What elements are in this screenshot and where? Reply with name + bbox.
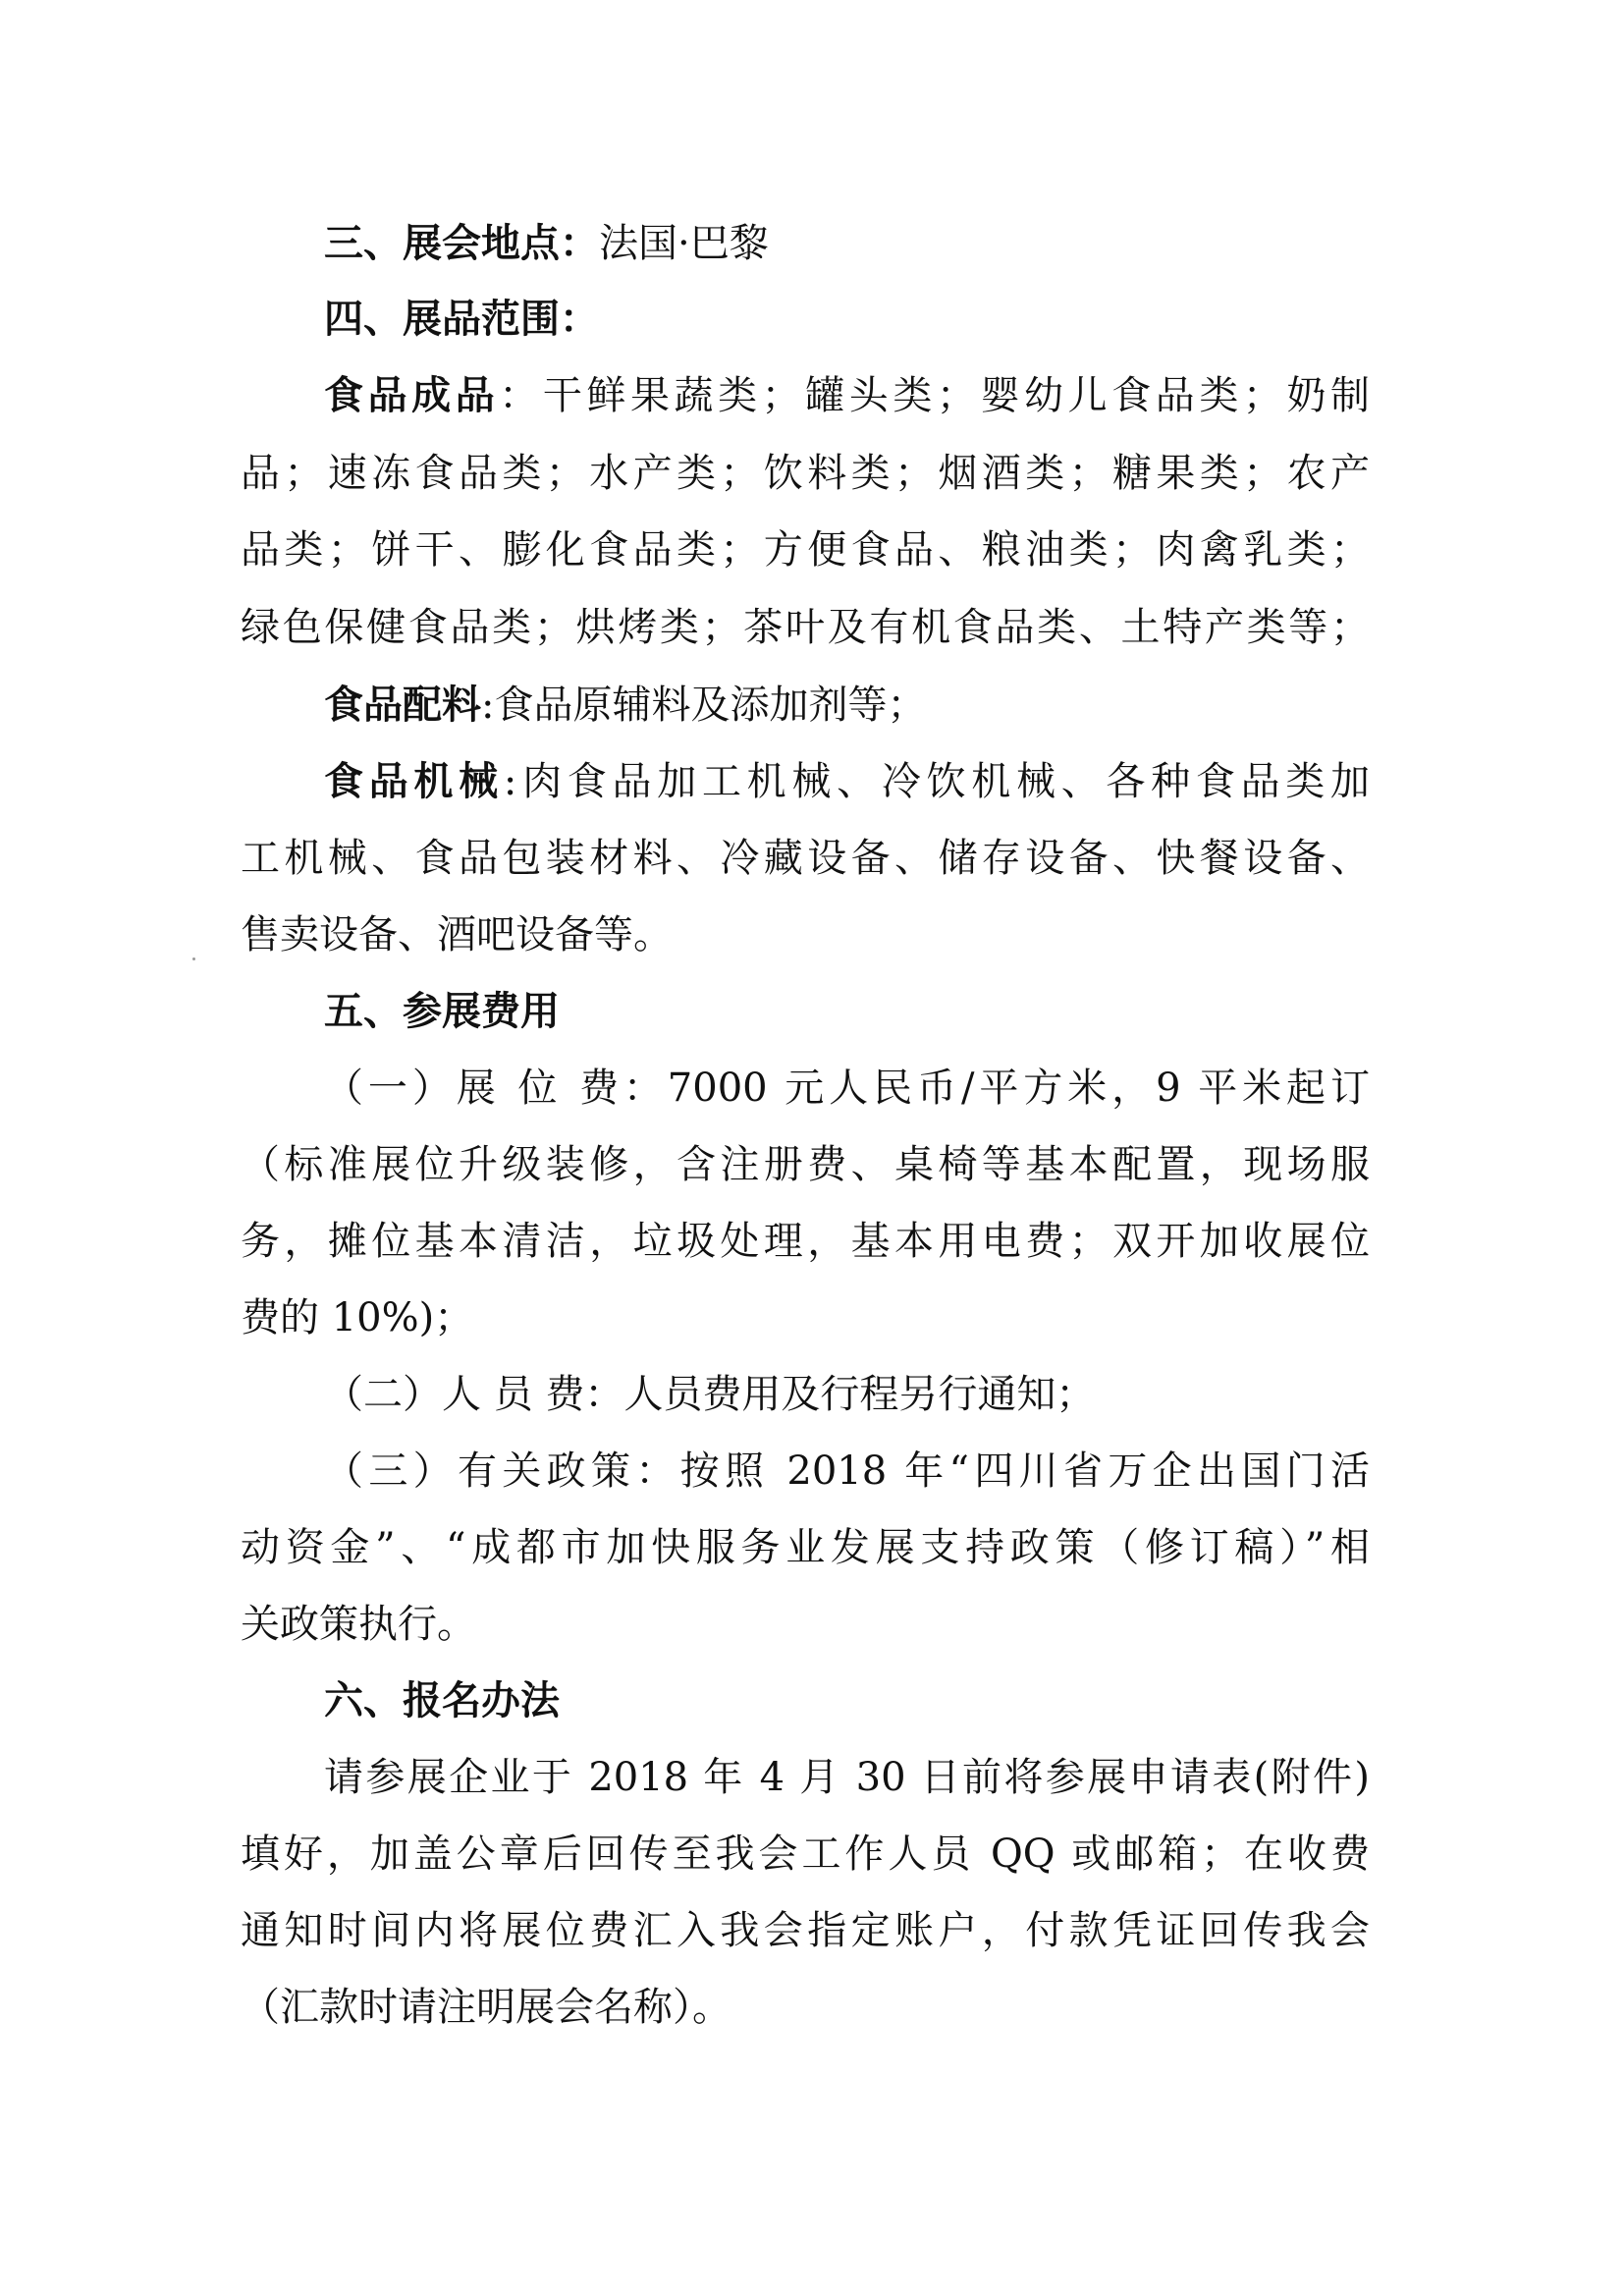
scope-heading: 四、展品范围： xyxy=(324,297,599,342)
machinery-line-1 xyxy=(324,752,1370,811)
finished-food-line-3: 品类；饼干、膨化食品类；方便食品、粮油类；肉禽乳类； xyxy=(241,527,1370,573)
finished-food-sep: ： xyxy=(499,373,543,418)
registration-line-4: （汇款时请注明展会名称）。 xyxy=(241,1985,731,2030)
registration-line-1: 请参展企业于 2018 年 4 月 30 日前将参展申请表(附件) xyxy=(324,1755,1370,1800)
ingredients-label: 食品配料 xyxy=(324,683,481,728)
ingredients-line xyxy=(324,676,1370,735)
finished-food-line-4: 绿色保健食品类；烘烤类；茶叶及有机食品类、土特产类等； xyxy=(241,605,1370,650)
location-heading: 三、展会地点： xyxy=(324,221,599,266)
finished-food-text-1: 干鲜果蔬类；罐头类；婴幼儿食品类；奶制 xyxy=(542,373,1370,418)
booth-fee-line-4: 费的 10%)； xyxy=(241,1295,474,1340)
booth-fee-line-3: 务，摊位基本清洁，垃圾处理，基本用电费；双开加收展位 xyxy=(241,1219,1370,1264)
machinery-line-2: 工机械、食品包装材料、冷藏设备、储存设备、快餐设备、 xyxy=(241,836,1370,881)
booth-fee-line-1: （一）展 位 费：7000 元人民币/平方米，9 平米起订 xyxy=(324,1066,1370,1111)
location-line xyxy=(324,214,1370,273)
scan-speck xyxy=(192,957,195,960)
machinery-text-1: 肉食品加工机械、冷饮机械、各种食品类加 xyxy=(516,759,1370,804)
registration-line-2: 填好，加盖公章后回传至我会工作人员 QQ 或邮箱；在收费 xyxy=(241,1831,1370,1877)
booth-fee-line-2: （标准展位升级装修，含注册费、桌椅等基本配置，现场服 xyxy=(241,1142,1370,1187)
policy-line-1: （三）有关政策：按照 2018 年“四川省万企出国门活 xyxy=(324,1449,1370,1494)
personnel-fee-line: （二）人 员 费：人员费用及行程另行通知； xyxy=(324,1372,1096,1417)
ingredients-sep: : xyxy=(481,683,495,728)
policy-line-2: 动资金”、“成都市加快服务业发展支持政策（修订稿）”相 xyxy=(241,1525,1370,1570)
machinery-label: 食品机械 xyxy=(324,759,504,804)
finished-food-line-2: 品；速冻食品类；水产类；饮料类；烟酒类；糖果类；农产 xyxy=(241,451,1370,496)
machinery-line-3: 售卖设备、酒吧设备等。 xyxy=(241,912,673,957)
machinery-sep: : xyxy=(503,759,517,804)
finished-food-label: 食品成品 xyxy=(324,373,500,418)
location-value: 法国·巴黎 xyxy=(599,221,769,266)
finished-food-line-1 xyxy=(324,366,1370,425)
registration-line-3: 通知时间内将展位费汇入我会指定账户，付款凭证回传我会 xyxy=(241,1908,1370,1953)
policy-line-3: 关政策执行。 xyxy=(241,1602,476,1647)
fees-heading: 五、参展费用 xyxy=(324,989,560,1034)
ingredients-text: 食品原辅料及添加剂等； xyxy=(494,683,927,728)
registration-heading: 六、报名办法 xyxy=(324,1678,560,1723)
